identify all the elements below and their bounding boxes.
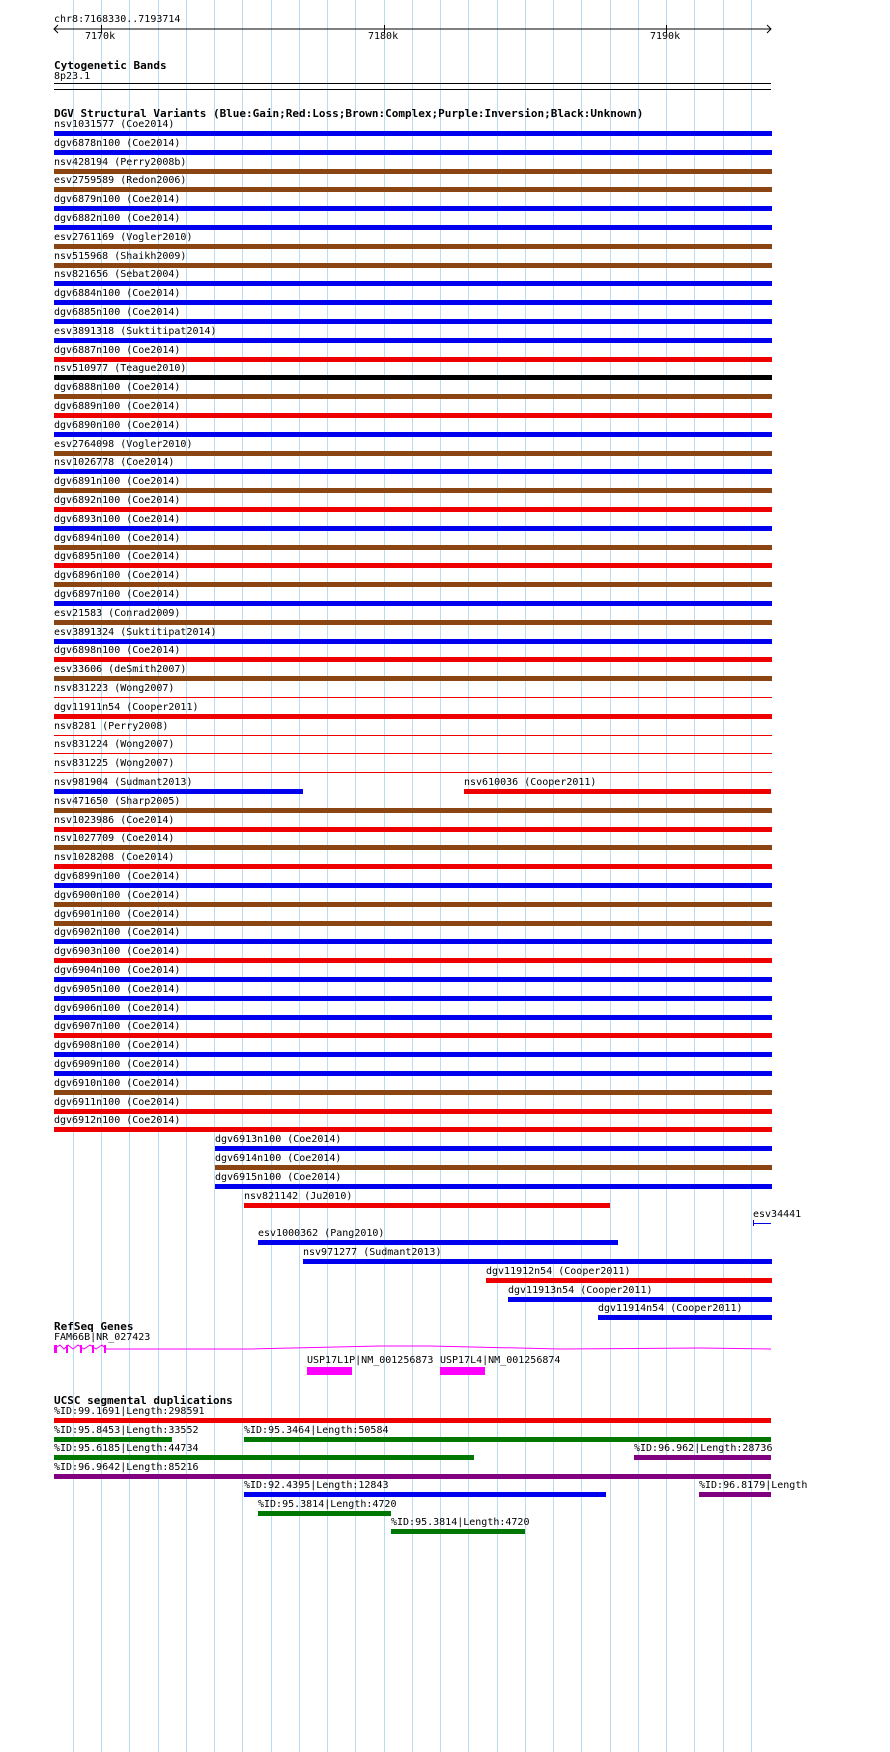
sv-feature-bar[interactable] (54, 451, 772, 456)
sv-feature-bar[interactable] (54, 319, 772, 324)
sv-feature-bar[interactable] (54, 808, 772, 813)
sv-feature-bar[interactable] (54, 639, 772, 644)
cytoband-line (54, 83, 771, 84)
sv-feature-label[interactable]: dgv6903n100 (Coe2014) (54, 946, 181, 957)
sv-feature-tick (753, 1220, 754, 1226)
sv-feature-bar[interactable] (258, 1240, 618, 1245)
sv-feature-bar[interactable] (54, 1033, 772, 1038)
sv-feature-bar[interactable] (215, 1165, 772, 1170)
segdup-bar[interactable] (54, 1474, 771, 1479)
sv-feature-bar[interactable] (54, 827, 772, 832)
segdup-bar[interactable] (244, 1437, 771, 1442)
sv-feature-label[interactable]: dgv6905n100 (Coe2014) (54, 984, 181, 995)
sv-feature-label[interactable]: dgv6912n100 (Coe2014) (54, 1115, 181, 1126)
sv-feature-bar[interactable] (54, 131, 772, 136)
sv-feature-bar[interactable] (54, 469, 772, 474)
sv-feature-bar[interactable] (54, 620, 772, 625)
sv-feature-label[interactable]: nsv831223 (Wong2007) (54, 683, 175, 694)
sv-feature-label[interactable]: dgv6896n100 (Coe2014) (54, 570, 181, 581)
sv-feature-label[interactable]: nsv8281 (Perry2008) (54, 721, 169, 732)
sv-feature-label[interactable]: dgv11914n54 (Cooper2011) (598, 1303, 743, 1314)
sv-feature-bar[interactable] (54, 883, 772, 888)
segdup-bar[interactable] (258, 1511, 391, 1516)
sv-feature-bar[interactable] (54, 244, 772, 249)
sv-feature-label[interactable]: nsv821656 (Sebat2004) (54, 269, 181, 280)
sv-feature-label[interactable]: dgv6891n100 (Coe2014) (54, 476, 181, 487)
sv-feature-bar[interactable] (54, 582, 772, 587)
segdup-bar[interactable] (391, 1529, 525, 1534)
sv-feature-label[interactable]: nsv1028208 (Coe2014) (54, 852, 175, 863)
sv-feature-bar[interactable] (753, 1223, 771, 1224)
sv-feature-bar[interactable] (54, 845, 772, 850)
segdup-bar[interactable] (54, 1418, 771, 1423)
segdup-bar[interactable] (54, 1437, 172, 1442)
sv-feature-label[interactable]: dgv6908n100 (Coe2014) (54, 1040, 181, 1051)
gene-exon (92, 1345, 94, 1353)
sv-feature-bar[interactable] (54, 697, 772, 698)
sv-feature-bar[interactable] (54, 601, 772, 606)
sv-feature-bar[interactable] (54, 300, 772, 305)
sv-feature-label[interactable]: dgv6906n100 (Coe2014) (54, 1003, 181, 1014)
sv-feature-label[interactable]: esv21583 (Conrad2009) (54, 608, 181, 619)
sv-feature-label[interactable]: nsv971277 (Sudmant2013) (303, 1247, 442, 1258)
sv-feature-bar[interactable] (54, 338, 772, 343)
sv-feature-bar[interactable] (54, 169, 772, 174)
segdup-label[interactable]: %ID:95.6185|Length:44734 (54, 1443, 199, 1454)
sv-feature-label[interactable]: dgv6907n100 (Coe2014) (54, 1021, 181, 1032)
gene-block[interactable] (440, 1367, 485, 1375)
cytoband-track-title: Cytogenetic Bands (54, 59, 167, 72)
refseq-track-title: RefSeq Genes (54, 1320, 134, 1333)
sv-feature-bar[interactable] (54, 206, 772, 211)
sv-feature-bar[interactable] (244, 1203, 610, 1208)
sv-feature-bar[interactable] (54, 281, 772, 286)
sv-feature-bar[interactable] (54, 432, 772, 437)
gene-block[interactable] (307, 1367, 352, 1375)
sv-feature-bar[interactable] (54, 939, 772, 944)
segdup-bar[interactable] (54, 1455, 474, 1460)
sv-feature-bar[interactable] (54, 526, 772, 531)
dgv-track-title: DGV Structural Variants (Blue:Gain;Red:Loss;Brown:Complex;Purple:Inversion;Black:Unknown) (54, 107, 644, 120)
sv-feature-bar[interactable] (54, 958, 772, 963)
sv-feature-bar[interactable] (54, 507, 772, 512)
sv-feature-bar[interactable] (54, 187, 772, 192)
sv-feature-bar[interactable] (303, 1259, 772, 1264)
segdup-bar[interactable] (244, 1492, 606, 1497)
gene-label[interactable]: FAM66B|NR_027423 (54, 1332, 151, 1343)
sv-feature-bar[interactable] (54, 150, 772, 155)
sv-feature-bar[interactable] (598, 1315, 772, 1320)
sv-feature-label[interactable]: dgv6900n100 (Coe2014) (54, 890, 181, 901)
sv-feature-bar[interactable] (54, 977, 772, 982)
cytoband-label: 8p23.1 (54, 71, 91, 82)
sv-feature-label[interactable]: dgv6878n100 (Coe2014) (54, 138, 181, 149)
ruler-tick-label: 7190k (650, 31, 681, 42)
sv-feature-label[interactable]: dgv6904n100 (Coe2014) (54, 965, 181, 976)
sv-feature-label[interactable]: esv2764098 (Vogler2010) (54, 439, 193, 450)
sv-feature-label[interactable]: esv3891324 (Suktitipat2014) (54, 627, 217, 638)
segdup-label[interactable]: %ID:95.3814|Length:4720 (391, 1517, 530, 1528)
ruler-tick-label: 7170k (85, 31, 116, 42)
sv-feature-bar[interactable] (54, 921, 772, 926)
sv-feature-bar[interactable] (54, 394, 772, 399)
sv-feature-bar[interactable] (54, 753, 772, 754)
sv-feature-bar[interactable] (54, 996, 772, 1001)
gene-exon (66, 1345, 68, 1353)
sv-feature-bar[interactable] (508, 1297, 772, 1302)
sv-feature-label[interactable]: dgv11911n54 (Cooper2011) (54, 702, 199, 713)
sv-feature-label[interactable]: nsv515968 (Shaikh2009) (54, 251, 187, 262)
sv-feature-bar[interactable] (54, 1071, 772, 1076)
segdup-label[interactable]: %ID:96.8179|Length (699, 1480, 808, 1491)
sv-feature-bar[interactable] (215, 1184, 772, 1189)
sv-feature-label[interactable]: dgv6902n100 (Coe2014) (54, 927, 181, 938)
sv-feature-label[interactable]: dgv6894n100 (Coe2014) (54, 533, 181, 544)
sv-feature-bar[interactable] (464, 789, 771, 794)
sv-feature-label[interactable]: dgv6913n100 (Coe2014) (215, 1134, 342, 1145)
sv-feature-label[interactable]: dgv6895n100 (Coe2014) (54, 551, 181, 562)
sv-feature-bar[interactable] (486, 1278, 772, 1283)
gene-exon (104, 1345, 106, 1353)
sv-feature-bar[interactable] (54, 357, 772, 362)
segdup-label[interactable]: %ID:96.9642|Length:85216 (54, 1462, 199, 1473)
sv-feature-label[interactable]: esv34441 (753, 1209, 802, 1220)
sv-feature-label[interactable]: nsv471650 (Sharp2005) (54, 796, 181, 807)
sv-feature-bar[interactable] (54, 864, 772, 869)
gene-exon (80, 1345, 82, 1353)
sv-feature-bar[interactable] (54, 902, 772, 907)
sv-feature-bar[interactable] (54, 1109, 772, 1114)
sv-feature-label[interactable]: dgv6892n100 (Coe2014) (54, 495, 181, 506)
sv-feature-label[interactable]: nsv1027709 (Coe2014) (54, 833, 175, 844)
gene-intron-line (54, 1345, 771, 1349)
sv-feature-bar[interactable] (54, 772, 772, 773)
sv-feature-label[interactable]: dgv6901n100 (Coe2014) (54, 909, 181, 920)
sv-feature-label[interactable]: dgv11913n54 (Cooper2011) (508, 1285, 653, 1296)
sv-feature-bar[interactable] (54, 1015, 772, 1020)
sv-feature-label[interactable]: esv33606 (deSmith2007) (54, 664, 187, 675)
sv-feature-label[interactable]: dgv6887n100 (Coe2014) (54, 345, 181, 356)
sv-feature-bar[interactable] (54, 676, 772, 681)
sv-feature-bar[interactable] (54, 1090, 772, 1095)
sv-feature-label[interactable]: dgv6898n100 (Coe2014) (54, 645, 181, 656)
segdup-label[interactable]: %ID:92.4395|Length:12843 (244, 1480, 389, 1491)
sv-feature-label[interactable]: dgv6897n100 (Coe2014) (54, 589, 181, 600)
sv-feature-label[interactable]: esv1000362 (Pang2010) (258, 1228, 385, 1239)
ruler-tick-label: 7180k (368, 31, 399, 42)
sv-feature-label[interactable]: dgv6884n100 (Coe2014) (54, 288, 181, 299)
segdup-label[interactable]: %ID:95.8453|Length:33552 (54, 1425, 199, 1436)
sv-feature-bar[interactable] (54, 714, 772, 719)
sv-feature-label[interactable]: nsv981904 (Sudmant2013) (54, 777, 193, 788)
sv-feature-label[interactable]: nsv510977 (Teague2010) (54, 363, 187, 374)
sv-feature-label[interactable]: dgv6893n100 (Coe2014) (54, 514, 181, 525)
sv-feature-label[interactable]: dgv6885n100 (Coe2014) (54, 307, 181, 318)
sv-feature-bar[interactable] (54, 1127, 772, 1132)
sv-feature-label[interactable]: nsv831225 (Wong2007) (54, 758, 175, 769)
sv-feature-bar[interactable] (54, 375, 772, 380)
sv-feature-bar[interactable] (54, 563, 772, 568)
segdup-label[interactable]: %ID:95.3464|Length:50584 (244, 1425, 389, 1436)
sv-feature-label[interactable]: dgv6899n100 (Coe2014) (54, 871, 181, 882)
sv-feature-label[interactable]: dgv6911n100 (Coe2014) (54, 1097, 181, 1108)
sv-feature-label[interactable]: esv3891318 (Suktitipat2014) (54, 326, 217, 337)
gene-exon (54, 1345, 57, 1353)
sv-feature-label[interactable]: nsv1031577 (Coe2014) (54, 119, 175, 130)
sv-feature-label[interactable]: dgv6910n100 (Coe2014) (54, 1078, 181, 1089)
sv-feature-label[interactable]: dgv6882n100 (Coe2014) (54, 213, 181, 224)
sv-feature-bar[interactable] (54, 735, 772, 736)
segdup-label[interactable]: %ID:96.962|Length:28736 (634, 1443, 773, 1454)
sv-feature-label[interactable]: dgv6879n100 (Coe2014) (54, 194, 181, 205)
sv-feature-label[interactable]: nsv831224 (Wong2007) (54, 739, 175, 750)
gene-label[interactable]: USP17L4|NM_001256874 (440, 1355, 561, 1366)
sv-feature-bar[interactable] (54, 488, 772, 493)
segdup-label[interactable]: %ID:95.3814|Length:4720 (258, 1499, 397, 1510)
sv-feature-bar[interactable] (54, 789, 303, 794)
sv-feature-label[interactable]: esv2759589 (Redon2006) (54, 175, 187, 186)
sv-feature-bar[interactable] (54, 225, 772, 230)
sv-feature-label[interactable]: dgv6909n100 (Coe2014) (54, 1059, 181, 1070)
sv-feature-bar[interactable] (54, 413, 772, 418)
sv-feature-bar[interactable] (54, 263, 772, 268)
ruler (0, 20, 890, 60)
sv-feature-bar[interactable] (54, 545, 772, 550)
sv-feature-label[interactable]: nsv821142 (Ju2010) (244, 1191, 353, 1202)
sv-feature-label[interactable]: dgv6888n100 (Coe2014) (54, 382, 181, 393)
sv-feature-bar[interactable] (54, 1052, 772, 1057)
segdup-bar[interactable] (699, 1492, 771, 1497)
sv-feature-label[interactable]: dgv11912n54 (Cooper2011) (486, 1266, 631, 1277)
sv-feature-label[interactable]: dgv6889n100 (Coe2014) (54, 401, 181, 412)
sv-feature-label[interactable]: nsv1026778 (Coe2014) (54, 457, 175, 468)
sv-feature-label[interactable]: nsv428194 (Perry2008b) (54, 157, 187, 168)
ruler-range-label: chr8:7168330..7193714 (54, 14, 181, 25)
segdup-track-title: UCSC segmental duplications (54, 1394, 233, 1407)
segdup-label[interactable]: %ID:99.1691|Length:298591 (54, 1406, 205, 1417)
sv-feature-label[interactable]: nsv610036 (Cooper2011) (464, 777, 597, 788)
sv-feature-label[interactable]: dgv6915n100 (Coe2014) (215, 1172, 342, 1183)
segdup-bar[interactable] (634, 1455, 771, 1460)
sv-feature-label[interactable]: esv2761169 (Vogler2010) (54, 232, 193, 243)
sv-feature-label[interactable]: dgv6890n100 (Coe2014) (54, 420, 181, 431)
sv-feature-label[interactable]: nsv1023986 (Coe2014) (54, 815, 175, 826)
sv-feature-bar[interactable] (54, 657, 772, 662)
gene-label[interactable]: USP17L1P|NM_001256873 (307, 1355, 434, 1366)
sv-feature-bar[interactable] (215, 1146, 772, 1151)
track-divider (54, 89, 771, 90)
sv-feature-label[interactable]: dgv6914n100 (Coe2014) (215, 1153, 342, 1164)
